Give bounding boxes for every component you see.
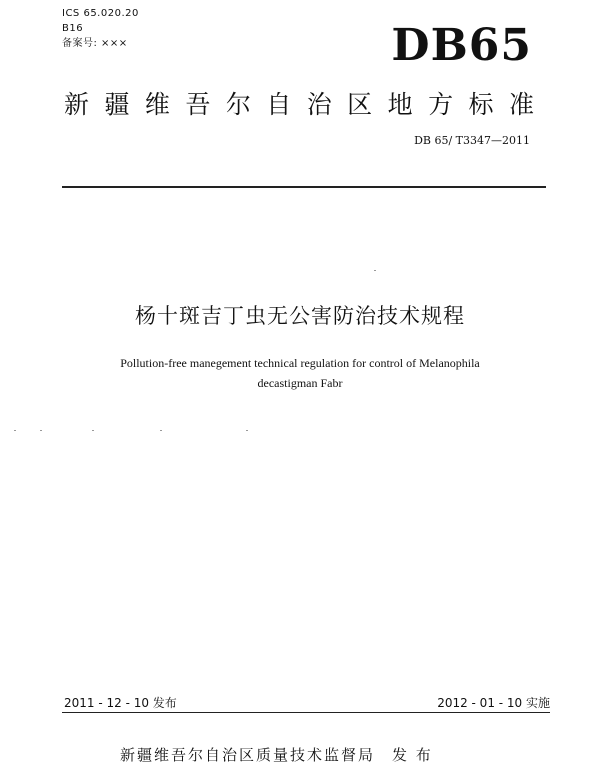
document-title-en	[60, 353, 540, 393]
standard-type-char: 标	[468, 90, 494, 119]
standard-type-char: 维	[144, 90, 170, 119]
document-title-en-line2: decastigman Fabr	[257, 376, 343, 390]
document-title-en-line1: Pollution-free manegement technical regulation for control of Melanophila	[120, 356, 480, 370]
standard-type-char: 准	[508, 90, 534, 119]
standard-type-char: 区	[347, 90, 373, 119]
standard-logo: DB65	[391, 20, 532, 71]
footer-divider	[62, 712, 550, 713]
standard-type-char: 疆	[104, 90, 130, 119]
header-divider	[62, 186, 546, 188]
standard-type-char: 自	[266, 90, 292, 119]
scan-speck	[92, 430, 94, 431]
standard-number: DB 65/ T3347—2011	[414, 134, 530, 147]
scan-speck	[40, 430, 42, 431]
publisher: 新疆维吾尔自治区质量技术监督局 发 布	[120, 746, 433, 764]
registration-number: 备案号: ×××	[62, 38, 128, 49]
implementation-date: 2012 - 01 - 10 实施	[437, 696, 550, 710]
scan-speck	[246, 430, 248, 431]
standard-type-char: 吾	[185, 90, 211, 119]
scan-speck	[160, 430, 162, 431]
scan-speck	[374, 270, 376, 271]
standard-type-char: 方	[428, 90, 454, 119]
standard-type-char: 尔	[225, 90, 251, 119]
document-title-zh: 杨十斑吉丁虫无公害防治技术规程	[135, 304, 465, 328]
ics-code: ICS 65.020.20	[62, 8, 139, 19]
standard-type-char: 治	[306, 90, 332, 119]
scan-speck	[14, 430, 16, 431]
classification-code: B16	[62, 23, 84, 34]
issue-date: 2011 - 12 - 10 发布	[64, 696, 177, 710]
standard-type-char: 地	[387, 90, 413, 119]
standard-type-char: 新	[64, 90, 90, 119]
standard-type-title	[64, 88, 534, 122]
